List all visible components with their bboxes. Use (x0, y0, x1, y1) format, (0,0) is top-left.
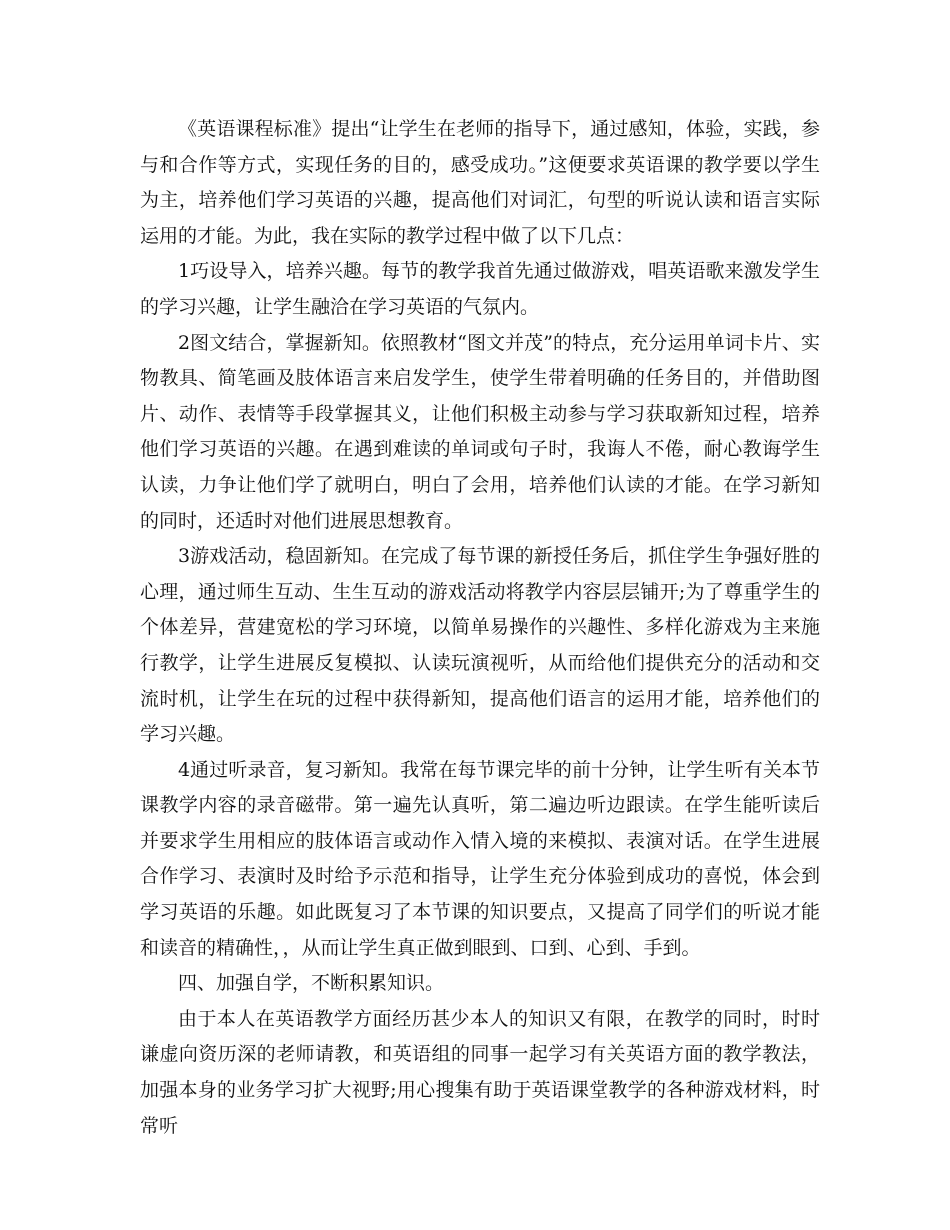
section-heading-4: 四、加强自学，不断积累知识。 (178, 972, 445, 995)
paragraph-point-3: 3游戏活动，稳固新知。在完成了每节课的新授任务后，抓住学生争强好胜的心理，通过师生互动、生生互动的游戏活动将教学内容层层铺开;为了尊重学生的个体差异，营建宽松的学习环境，以简单易操作的兴趣性、多样化游戏为主来施行教学，让学生进展反复模拟、认读玩演视听，从而给他们提供充分的活动和交流时机，让学生在玩的过程中获得新知，提高他们语言的运用才能，培养他们的学习兴趣。 (140, 545, 820, 746)
paragraph-point-2: 2图文结合，掌握新知。依照教材“图文并茂”的特点，充分运用单词卡片、实物教具、简笔画及肢体语言来启发学生，使学生带着明确的任务目的，并借助图片、动作、表情等手段掌握其义，让他们积极主动参与学习获取新知过程，培养他们学习英语的兴趣。在遇到难读的单词或句子时，我诲人不倦，耐心教诲学生认读，力争让他们学了就明白，明白了会用，培养他们认读的才能。在学习新知的同时，还适时对他们进展思想教育。 (140, 331, 820, 532)
paragraph-point-4: 4通过听录音，复习新知。我常在每节课完毕的前十分钟，让学生听有关本节课教学内容的录音磁带。第一遍先认真听，第二遍边听边跟读。在学生能听读后并要求学生用相应的肢体语言或动作入情入境的来模拟、表演对话。在学生进展合作学习、表演时及时给予示范和指导，让学生充分体验到成功的喜悦，体会到学习英语的乐趣。如此既复习了本节课的知识要点，又提高了同学们的听说才能和读音的精确性，，从而让学生真正做到眼到、口到、心到、手到。 (140, 758, 820, 959)
document-body (140, 112, 820, 1144)
paragraph-intro: 《英语课程标准》提出“让学生在老师的指导下，通过感知，体验，实践，参与和合作等方式，实现任务的目的，感受成功。”这便要求英语课的教学要以学生为主，培养他们学习英语的兴趣，提高他们对词汇，句型的听说认读和语言实际运用的才能。为此，我在实际的教学过程中做了以下几点： (140, 118, 820, 247)
paragraph-point-1: 1巧设导入，培养兴趣。每节的教学我首先通过做游戏，唱英语歌来激发学生的学习兴趣，让学生融洽在学习英语的气氛内。 (140, 260, 820, 318)
paragraph-self-study: 由于本人在英语教学方面经历甚少本人的知识又有限，在教学的同时，时时谦虚向资历深的老师请教，和英语组的同事一起学习有关英语方面的教学教法，加强本身的业务学习扩大视野;用心搜集有助于英语课堂教学的各种游戏材料，时常听 (140, 1007, 820, 1137)
